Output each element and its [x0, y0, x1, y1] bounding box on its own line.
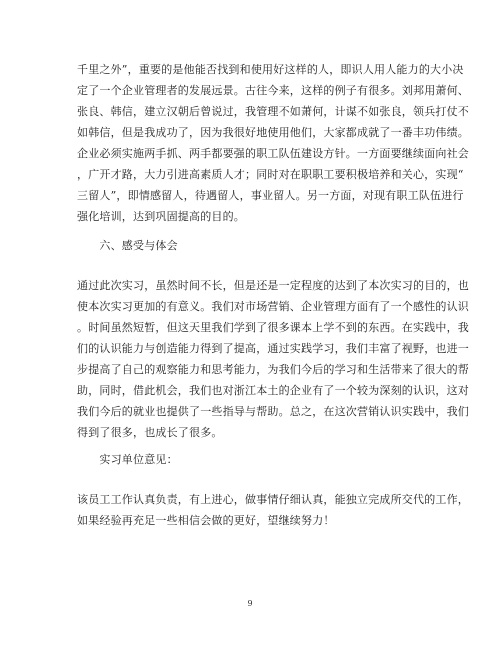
text-line: 我们今后的就业也提供了一些指导与帮助。总之，在这次营销认识实践中，我们 [77, 405, 469, 418]
text-line: 们的认识能力与创造能力得到了提高，通过实践学习，我们丰富了视野，也进一 [77, 342, 469, 355]
text-line: 通过此次实习，虽然时间不长，但是还是一定程度的达到了本次实习的目的，也 [77, 279, 469, 292]
text-line: 强化培训，达到巩固提高的目的。 [77, 210, 245, 223]
text-line: 步提高了自己的观察能力和思考能力，为我们今后的学习和生活带来了很大的帮 [77, 363, 469, 376]
text-line: 该员工工作认真负责，有上进心，做事情仔细认真，能独立完成所交代的工作， [77, 493, 469, 506]
text-line: 得到了很多，也成长了很多。 [77, 426, 223, 439]
text-line: 。时间虽然短暂，但这天里我们学到了很多课本上学不到的东西。在实践中，我 [77, 321, 469, 334]
section-heading: 实习单位意见： [77, 453, 178, 466]
text-line: ，广开才路，大力引进高素质人才；同时对在职职工要积极培养和关心，实现“ [77, 168, 464, 181]
page-number: 9 [247, 599, 253, 608]
text-line: 如韩信，但是我成功了，因为我很好地使用他们，大家都成就了一番丰功伟绩。 [77, 126, 469, 139]
text-line: 如果经验再充足一些相信会做的更好，望继续努力！ [77, 514, 335, 527]
text-line: 助，同时，借此机会，我们也对浙江本土的企业有了一个较为深刻的认识，这对 [77, 384, 469, 397]
text-line: 使本次实习更加的有意义。我们对市场营销、企业管理方面有了一个感性的认识 [77, 300, 469, 313]
text-line: 定了一个企业管理者的发展远景。古往今来，这样的例子有很多。刘邦用萧何、 [77, 84, 469, 97]
text-line: 张良、韩信，建立汉朝后曾说过，我管理不如萧何，计谋不如张良，领兵打仗不 [77, 105, 469, 118]
text-line: 企业必须实施两手抓、两手都要强的职工队伍建设方针。一方面要继续面向社会 [77, 147, 469, 160]
text-line: 千里之外”，重要的是他能否找到和使用好这样的人，即识人用人能力的大小决 [77, 63, 464, 76]
text-line: 三留人”，即情感留人，待遇留人，事业留人。另一方面，对现有职工队伍进行 [77, 189, 464, 202]
section-heading: 六、感受与体会 [77, 239, 178, 252]
